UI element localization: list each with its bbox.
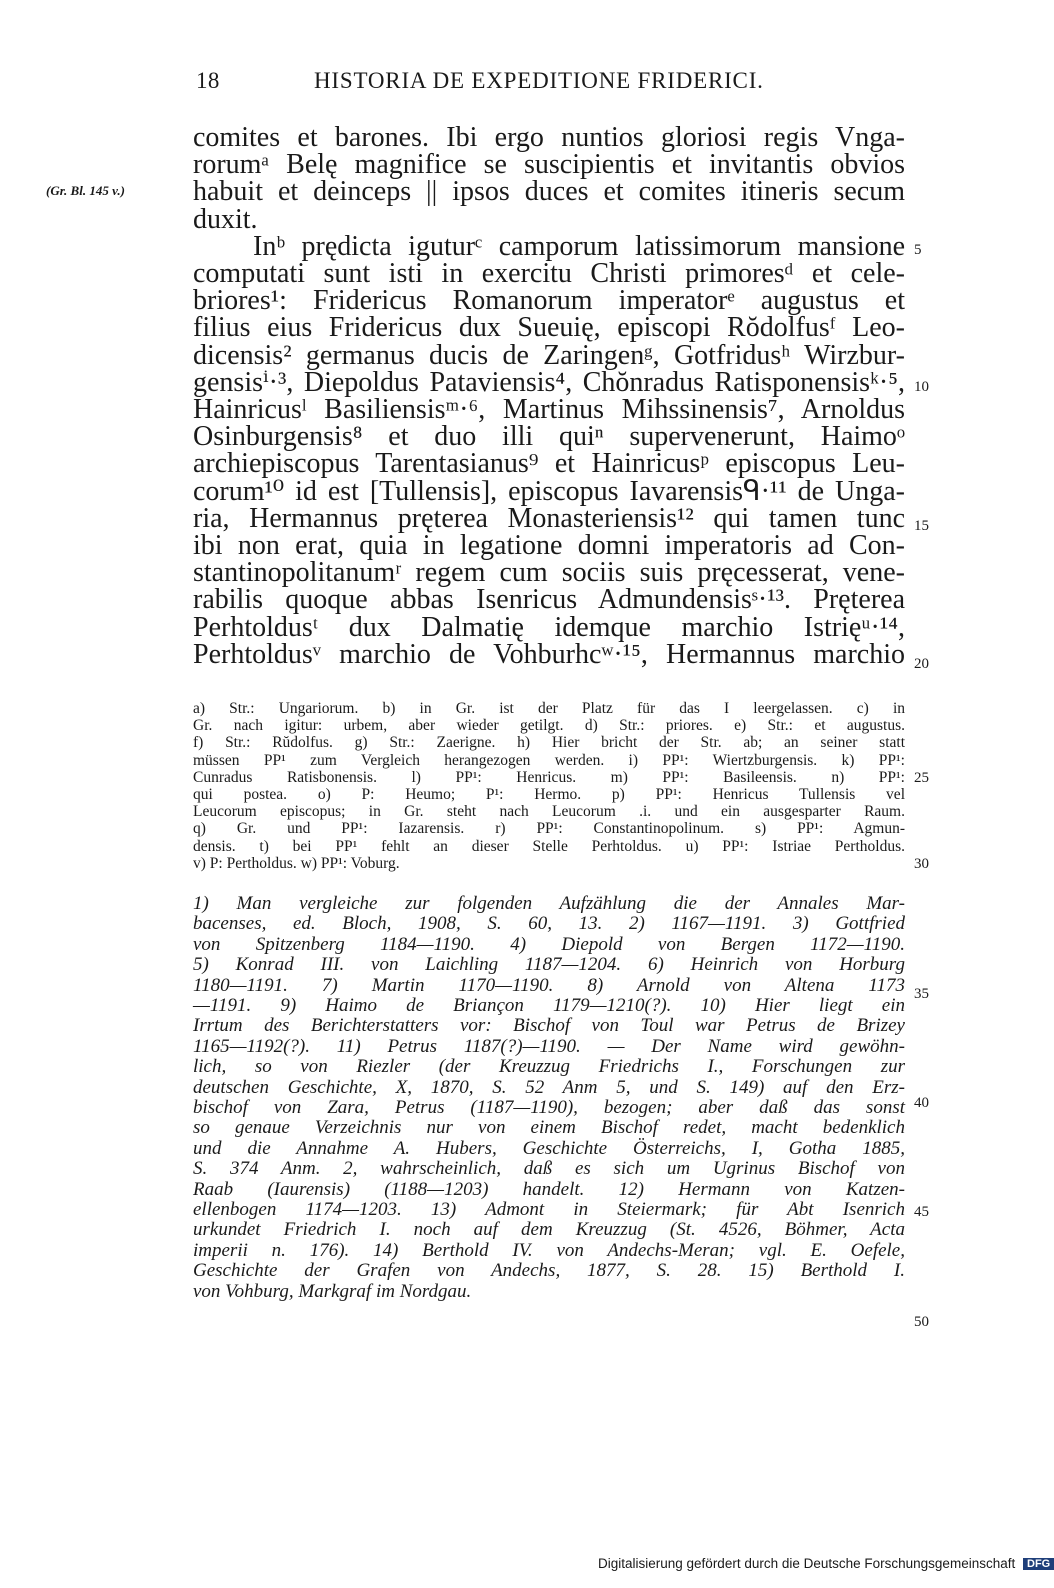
credit-text: Digitalisierung gefördert durch die Deutsche Forschungsgemeinschaft <box>598 1556 1016 1571</box>
main-line: duxit. <box>193 203 258 235</box>
line-number: 35 <box>914 986 929 1002</box>
main-line: rabilis quoque abbas Isenricus Admundensisˢ·¹³. Pręterea <box>193 584 905 616</box>
fn2-line: S. 374 Anm. 2, wahrscheinlich, daß es sich um Ugrinus Bischof von <box>193 1158 905 1180</box>
fn2-line: imperii n. 176). 14) Berthold IV. von Andechs-Meran; vgl. E. Oefele, <box>193 1239 905 1261</box>
running-header <box>196 64 908 98</box>
fn2-line: Irrtum des Berichterstatters vor: Bischof von Toul war Petrus de Brizey <box>193 1015 905 1037</box>
main-line: Inᵇ prędicta iguturᶜ camporum latissimorum mansione <box>253 230 905 262</box>
main-line: computati sunt isti in exercitu Christi primoresᵈ et cele- <box>193 258 905 289</box>
fn1-line: q) Gr. und PP¹: Iazarensis. r) PP¹: Constantinopolinum. s) PP¹: Agmun- <box>193 820 905 838</box>
fn2-line: bischof von Zara, Petrus (1187—1190), bezogen; aber daß das sonst <box>193 1097 905 1118</box>
fn2-line: 5) Konrad III. von Laichling 1187—1204. 6) Heinrich von Horburg <box>193 954 905 976</box>
fn2-line: so genaue Verzeichnis nur von einem Bischof redet, macht bedenklich <box>193 1117 905 1139</box>
line-number: 30 <box>914 856 929 872</box>
main-line: briores¹: Fridericus Romanorum imperatorᵉ augustus et <box>193 285 905 317</box>
line-number: 15 <box>914 518 929 534</box>
main-line: Perhtoldusᵗ dux Dalmatię idemque marchio Istrięᵘ·¹⁴, <box>193 611 905 643</box>
main-line: comites et barones. Ibi ergo nuntios gloriosi regis Vnga- <box>193 122 905 153</box>
fn2-line: ellenbogen 1174—1203. 13) Admont in Steiermark; für Abt Isenrich <box>193 1199 905 1220</box>
fn1-line: müssen PP¹ zum Vergleich herangezogen werden. i) PP¹: Wiertzburgensis. k) PP¹: <box>193 751 905 769</box>
fn1-line: Leucorum episcopus; in Gr. steht nach Leucorum .i. und ein ausgesparter Raum. <box>193 803 905 821</box>
main-line: Hainricusˡ Basiliensisᵐ·⁶, Martinus Mihssinensis⁷, Arnoldus <box>193 394 905 425</box>
margin-note: (Gr. Bl. 145 v.) <box>46 183 125 198</box>
main-line: filius eius Fridericus dux Sueuię, episcopi Rŏdolfusᶠ Leo- <box>193 312 905 344</box>
fn1-line: a) Str.: Ungariorum. b) in Gr. ist der Platz für das I leergelassen. c) in <box>193 700 905 717</box>
main-line: habuit et deinceps || ipsos duces et comites itineris secum <box>193 176 905 208</box>
main-line: ibi non erat, quia in legatione domni imperatoris ad Con- <box>193 530 905 561</box>
fn2-line: —1191. 9) Haimo de Briançon 1179—1210(?). 10) Hier liegt ein <box>193 995 905 1016</box>
fn2-line: lich, so von Riezler (der Kreuzzug Friedrichs I., Forschungen zur <box>193 1056 905 1078</box>
main-line: Osinburgensis⁸ et duo illi quiⁿ supervenerunt, Haimoᵒ <box>193 421 905 453</box>
fn2-line: bacenses, ed. Bloch, 1908, S. 60, 13. 2) 1167—1191. 3) Gottfried <box>193 913 905 935</box>
fn1-line: densis. t) bei PP¹ fehlt an dieser Stelle Perhtoldus. u) PP¹: Istriae Pertholdus. <box>193 837 905 855</box>
line-number: 25 <box>914 770 929 786</box>
fn2-line: von Spitzenberg 1184—1190. 4) Diepold von Bergen 1172—1190. <box>193 933 905 955</box>
digitization-credit <box>598 1556 1051 1571</box>
page-number: 18 <box>196 68 220 93</box>
fn1-line: Gr. nach igitur: urbem, aber wieder getilgt. d) Str.: priores. e) Str.: et augustus. <box>193 717 905 735</box>
fn2-line: deutschen Geschichte, X, 1870, S. 52 Anm 5, und S. 149) auf den Erz- <box>193 1076 905 1098</box>
fn1-line: qui postea. o) P: Heumo; P¹: Hermo. p) PP¹: Henricus Tullensis vel <box>193 786 905 803</box>
main-line: ria, Hermannus pręterea Monasteriensis¹² qui tamen tunc <box>193 502 905 534</box>
running-title: HISTORIA DE EXPEDITIONE FRIDERICI. <box>314 68 764 93</box>
main-line: dicensis² germanus ducis de Zaringenᵍ, Gotfridusʰ Wirzbur- <box>193 339 905 371</box>
main-line: rorumᵃ Belę magnifice se suscipientis et invitantis obvios <box>193 149 905 181</box>
dfg-logo: DFG <box>1023 1558 1054 1570</box>
fn1-line: f) Str.: Rŭdolfus. g) Str.: Zaerigne. h) Hier bricht der Str. ab; an seiner statt <box>193 734 905 752</box>
fn1-line: Cunradus Ratisbonensis. l) PP¹: Henricus. m) PP¹: Basileensis. n) PP¹: <box>193 768 905 786</box>
main-line: archiepiscopus Tarentasianus⁹ et Hainricusᵖ episcopus Leu- <box>193 448 905 480</box>
fn2-line: urkundet Friedrich I. noch auf dem Kreuzzug (St. 4526, Böhmer, Acta <box>193 1219 905 1241</box>
fn2-line: und die Annahme A. Hubers, Geschichte Österreichs, I, Gotha 1885, <box>193 1137 905 1159</box>
line-number: 50 <box>914 1314 929 1330</box>
main-line: gensisⁱ·³, Diepoldus Pataviensis⁴, Chŏnradus Ratisponensisᵏ·⁵, <box>193 366 905 398</box>
fn2-line: von Vohburg, Markgraf im Nordgau. <box>193 1280 472 1302</box>
line-number: 45 <box>914 1204 929 1220</box>
fn2-line: 1165—1192(?). 11) Petrus 1187(?)—1190. — Der Name wird gewöhn- <box>193 1035 905 1057</box>
fn1-line: v) P: Pertholdus. w) PP¹: Voburg. <box>193 854 400 872</box>
line-number: 5 <box>914 242 922 258</box>
line-number: 20 <box>914 656 929 672</box>
main-line: corum¹⁰ id est [Tullensis], episcopus Iavarensisᑫ·¹¹ de Unga- <box>193 475 905 507</box>
line-number: 40 <box>914 1095 929 1111</box>
main-line: Perhtoldusᵛ marchio de Vohburhcʷ·¹⁵, Hermannus marchio <box>193 638 905 670</box>
main-line: stantinopolitanumʳ regem cum sociis suis pręcesserat, vene- <box>193 557 905 589</box>
fn2-line: Geschichte der Grafen von Andechs, 1877, S. 28. 15) Berthold I. <box>193 1260 905 1282</box>
fn2-line: Raab (Iaurensis) (1188—1203) handelt. 12) Hermann von Katzen- <box>193 1178 905 1200</box>
fn2-line: 1180—1191. 7) Martin 1170—1190. 8) Arnold von Altena 1173 <box>193 974 905 996</box>
fn2-line: 1) Man vergleiche zur folgenden Aufzählung die der Annales Mar- <box>193 893 905 914</box>
line-number: 10 <box>914 379 929 395</box>
